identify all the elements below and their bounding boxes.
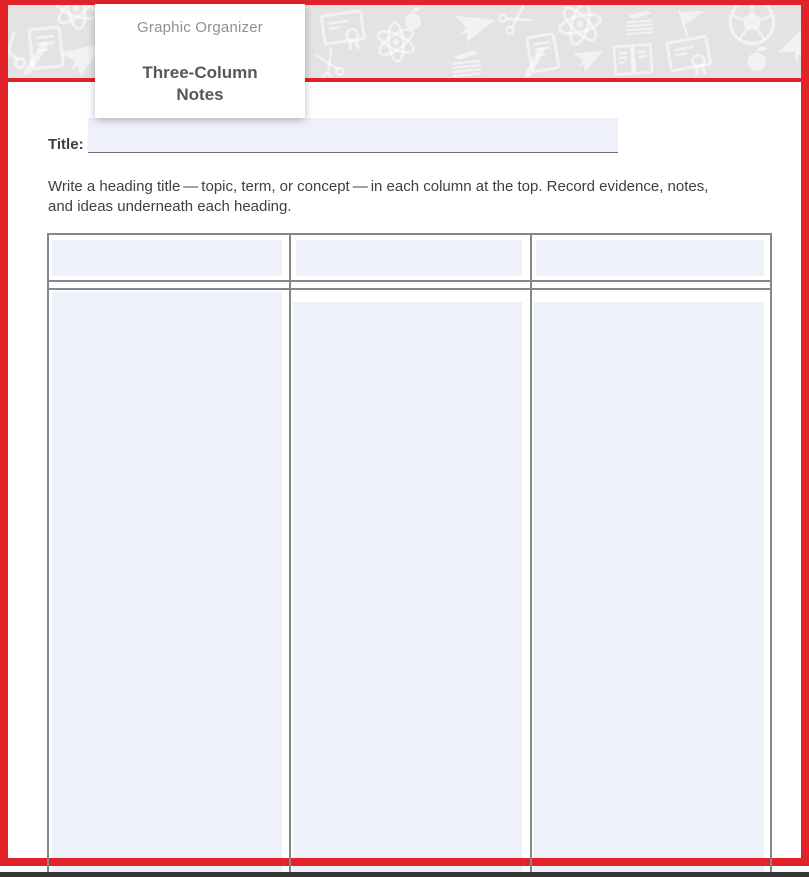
worksheet-title <box>95 62 305 106</box>
column-1-notes-field[interactable] <box>52 292 282 872</box>
worksheet-title-line1: Three-Column <box>142 63 258 82</box>
instructions-line1: Write a heading title — topic, term, or concept — in each column at the top. Record evidence, notes, <box>48 178 709 195</box>
table-column-divider-2 <box>530 233 532 872</box>
table-left-border <box>47 233 49 872</box>
title-input[interactable] <box>88 118 618 153</box>
column-3-notes-field[interactable] <box>534 302 764 872</box>
table-column-divider-1 <box>289 233 291 872</box>
apple-icon <box>738 40 775 77</box>
instructions-line2: and ideas underneath each heading. <box>48 197 292 215</box>
certificate-icon <box>660 26 718 82</box>
worksheet-title-line2: Notes <box>176 85 224 104</box>
title-label: Title: <box>48 136 84 153</box>
table-header-bottom-border <box>47 280 772 282</box>
table-right-border <box>770 233 772 872</box>
paper-stack-icon <box>444 42 488 82</box>
column-3-heading-field[interactable] <box>536 240 764 276</box>
column-2-notes-field[interactable] <box>293 302 522 872</box>
page-border-bottom <box>0 858 809 866</box>
column-1-heading-field[interactable] <box>52 240 282 276</box>
table-top-border <box>47 233 772 235</box>
table-body-top-border <box>47 288 772 290</box>
worksheet-type-label: Graphic Organizer <box>137 19 263 36</box>
column-2-heading-field[interactable] <box>296 240 522 276</box>
page-bottom-edge <box>0 872 809 877</box>
notebook-pencil-icon <box>514 26 567 79</box>
worksheet-card <box>95 4 305 118</box>
page-border-left <box>0 0 8 866</box>
open-book-icon <box>608 34 657 82</box>
page-border-right <box>801 0 809 866</box>
instructions <box>48 177 708 216</box>
apple-icon <box>398 5 428 34</box>
